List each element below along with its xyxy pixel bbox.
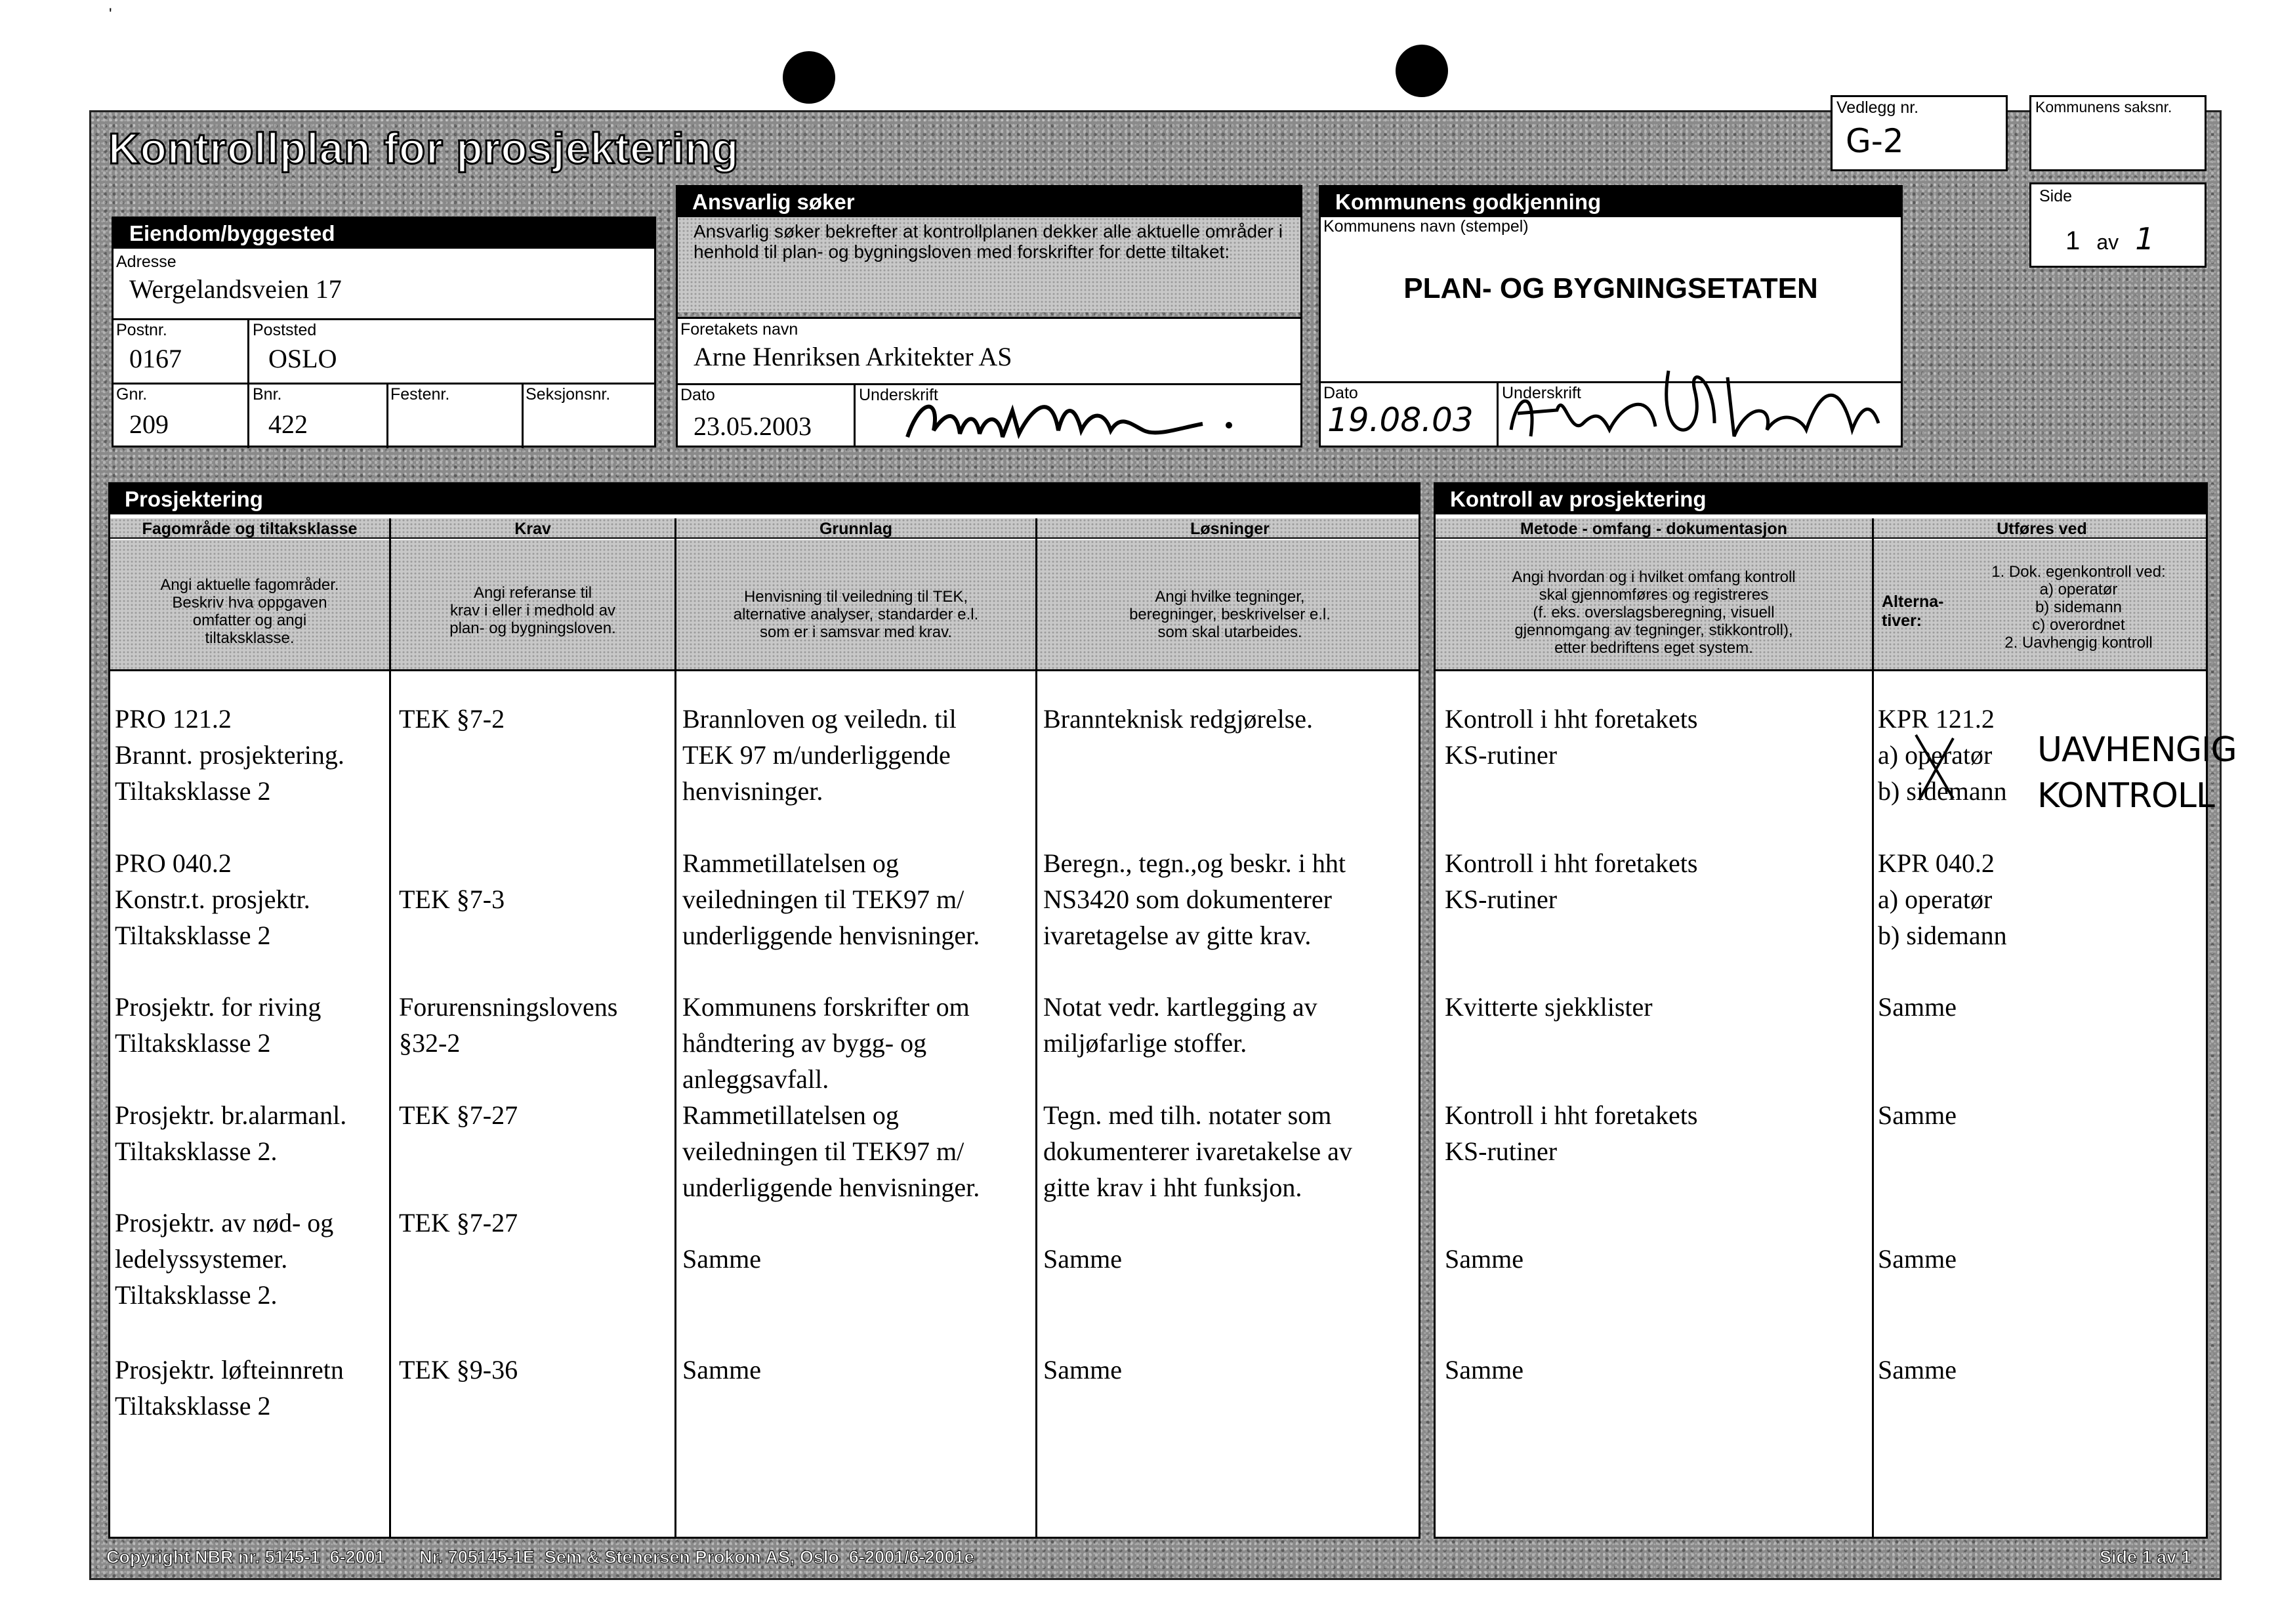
gnr-value: 209 xyxy=(129,409,169,439)
side-av: av xyxy=(2096,230,2119,254)
cell-grunnlag: Samme xyxy=(682,1355,761,1385)
cell-krav: TEK §9-36 xyxy=(399,1355,518,1385)
kommune-signature xyxy=(1498,351,1892,449)
punch-hole-right xyxy=(1396,45,1448,97)
cell-fagomrade: Prosjektr. for riving Tiltaksklasse 2 xyxy=(115,992,321,1058)
col-metode-hint: Angi hvordan og i hvilket omfang kontroll skal gjennomføres og registreres (f. eks. overslagsberegning, visuell gjennomgang av tegninger, stikkontroll), etter bedriftens eget system. xyxy=(1512,568,1796,657)
bnr-value: 422 xyxy=(268,409,308,439)
cell-fagomrade: PRO 121.2 Brannt. prosjektering. Tiltaksklasse 2 xyxy=(115,704,344,806)
cell-losninger: Beregn., tegn.,og beskr. i hht NS3420 som dokumenterer ivaretagelse av gitte krav. xyxy=(1043,848,1346,950)
prosjektering-header: Prosjektering xyxy=(110,484,1419,514)
punch-hole-left xyxy=(783,51,835,104)
corner-mark: ' xyxy=(109,5,112,23)
postnr-label: Postnr. xyxy=(116,321,167,339)
cell-metode: Kontroll i hht foretakets KS-rutiner xyxy=(1445,704,1698,770)
page-title: Kontrollplan for prosjektering xyxy=(108,124,739,173)
cell-metode: Samme xyxy=(1445,1244,1523,1274)
col-utfores-title: Utføres ved xyxy=(1997,520,2087,538)
cell-fagomrade: PRO 040.2 Konstr.t. prosjektr. Tiltaksklasse 2 xyxy=(115,848,310,950)
cell-utfores: KPR 040.2 a) operatør b) sidemann xyxy=(1878,848,2007,950)
col-metode-title: Metode - omfang - dokumentasjon xyxy=(1520,520,1787,538)
cell-losninger: Tegn. med tilh. notater som dokumenterer ivaretakelse av gitte krav i hht funksjon. xyxy=(1043,1100,1352,1202)
cell-metode: Kvitterte sjekklister xyxy=(1445,992,1653,1022)
footer-side: Side 1 av 1 xyxy=(2100,1547,2191,1567)
cell-utfores: KPR 121.2 a) operatør b) sidemann xyxy=(1878,704,2007,806)
col-grunnlag-hint: Henvisning til veiledning til TEK, alternative analyser, standarder e.l. som er i samsvar med krav. xyxy=(733,588,979,641)
cell-krav: TEK §7-3 xyxy=(399,885,505,914)
soker-dato-label: Dato xyxy=(680,386,715,404)
kommune-dato-value: 19.08.03 xyxy=(1327,401,1474,439)
cell-metode: Samme xyxy=(1445,1355,1523,1385)
col-krav-hint: Angi referanse til krav i eller i medhold av plan- og bygningsloven. xyxy=(449,584,616,637)
uavhengig-kontroll-note: UAVHENGIG KONTROLL xyxy=(2037,730,2237,816)
cell-utfores: Samme xyxy=(1878,1100,1957,1130)
cell-grunnlag: Brannloven og veiledn. til TEK 97 m/underliggende henvisninger. xyxy=(682,704,957,806)
soker-section xyxy=(676,185,1302,448)
kommune-navn-label: Kommunens navn (stempel) xyxy=(1323,217,1529,236)
cell-metode: Kontroll i hht foretakets KS-rutiner xyxy=(1445,848,1698,914)
vedlegg-box xyxy=(1831,95,2008,171)
col-utfores-hint: 1. Dok. egenkontroll ved: a) operatør b) sidemann c) overordnet 2. Uavhengig kontroll xyxy=(1991,563,2166,652)
kommune-stempel: PLAN- OG BYGNINGSETATEN xyxy=(1403,272,1818,304)
side-total: 1 xyxy=(2135,221,2155,257)
cell-utfores: Samme xyxy=(1878,1355,1957,1385)
soker-dato-value: 23.05.2003 xyxy=(694,411,812,441)
soker-text: Ansvarlig søker bekrefter at kontrollplanen dekker alle aktuelle områder i henhold til plan- og bygningsloven med forskrifter for dette tiltaket: xyxy=(678,217,1300,312)
kommune-underskrift-label: Underskrift xyxy=(1502,384,1581,402)
poststed-label: Poststed xyxy=(253,321,317,339)
col-fagomrade-title: Fagområde og tiltaksklasse xyxy=(142,520,358,538)
col-losninger-title: Løsninger xyxy=(1190,520,1270,538)
cell-metode: Kontroll i hht foretakets KS-rutiner xyxy=(1445,1100,1698,1166)
cell-krav: Forurensningslovens §32-2 xyxy=(399,992,618,1058)
side-num: 1 xyxy=(2065,226,2081,255)
footer-copyright: Copyright NBR nr. 5145-1 6-2001 Nr. 705145-1E Sem & Stenersen Prokom AS, Oslo 6-2001/6-2001e xyxy=(106,1547,974,1567)
foretak-value: Arne Henriksen Arkitekter AS xyxy=(694,342,1012,371)
cell-krav: TEK §7-27 xyxy=(399,1208,518,1238)
eiendom-section xyxy=(112,217,656,448)
soker-header: Ansvarlig søker xyxy=(678,187,1300,217)
col-fagomrade-hint: Angi aktuelle fagområder. Beskriv hva oppgaven omfatter og angi tiltaksklasse. xyxy=(160,576,339,647)
alternativer-label: Alterna- tiver: xyxy=(1882,593,1944,630)
eiendom-header: Eiendom/byggested xyxy=(114,219,654,249)
adresse-value: Wergelandsveien 17 xyxy=(129,274,342,304)
kontroll-header: Kontroll av prosjektering xyxy=(1436,484,2206,514)
saksnr-label: Kommunens saksnr. xyxy=(2035,98,2172,115)
cell-losninger: Notat vedr. kartlegging av miljøfarlige stoffer. xyxy=(1043,992,1317,1058)
cell-utfores: Samme xyxy=(1878,1244,1957,1274)
festenr-label: Festenr. xyxy=(390,385,450,404)
cell-grunnlag: Samme xyxy=(682,1244,761,1274)
cell-fagomrade: Prosjektr. br.alarmanl. Tiltaksklasse 2. xyxy=(115,1100,347,1166)
strike-mark xyxy=(1913,732,1959,804)
cell-fagomrade: Prosjektr. løfteinnretn Tiltaksklasse 2 xyxy=(115,1355,344,1421)
seksjonsnr-label: Seksjonsnr. xyxy=(526,385,611,404)
poststed-value: OSLO xyxy=(268,344,337,373)
vedlegg-label: Vedlegg nr. xyxy=(1836,98,1919,117)
adresse-label: Adresse xyxy=(116,253,176,271)
side-box xyxy=(2029,182,2207,268)
side-label: Side xyxy=(2039,187,2073,205)
cell-krav: TEK §7-2 xyxy=(399,704,505,734)
col-krav-title: Krav xyxy=(514,520,551,538)
cell-grunnlag: Rammetillatelsen og veiledningen til TEK97 m/ underliggende henvisninger. xyxy=(682,1100,980,1202)
cell-utfores: Samme xyxy=(1878,992,1957,1022)
col-losninger-hint: Angi hvilke tegninger, beregninger, beskrivelser e.l. som skal utarbeides. xyxy=(1129,588,1331,641)
soker-signature xyxy=(894,385,1262,450)
cell-grunnlag: Kommunens forskrifter om håndtering av bygg- og anleggsavfall. xyxy=(682,992,970,1094)
cell-losninger: Samme xyxy=(1043,1244,1122,1274)
kommune-dato-label: Dato xyxy=(1323,384,1358,402)
bnr-label: Bnr. xyxy=(253,385,282,404)
gnr-label: Gnr. xyxy=(116,385,148,404)
cell-fagomrade: Prosjektr. av nød- og ledelyssystemer. Tiltaksklasse 2. xyxy=(115,1208,334,1310)
cell-losninger: Brannteknisk redgjørelse. xyxy=(1043,704,1313,734)
kommune-section xyxy=(1319,185,1903,448)
col-grunnlag-title: Grunnlag xyxy=(819,520,893,538)
cell-krav: TEK §7-27 xyxy=(399,1100,518,1130)
kommune-header: Kommunens godkjenning xyxy=(1321,187,1901,217)
saksnr-box xyxy=(2029,95,2207,171)
cell-grunnlag: Rammetillatelsen og veiledningen til TEK97 m/ underliggende henvisninger. xyxy=(682,848,980,950)
foretak-label: Foretakets navn xyxy=(680,320,798,339)
cell-losninger: Samme xyxy=(1043,1355,1122,1385)
postnr-value: 0167 xyxy=(129,344,182,373)
soker-underskrift-label: Underskrift xyxy=(859,386,938,404)
vedlegg-value: G-2 xyxy=(1846,122,1904,160)
